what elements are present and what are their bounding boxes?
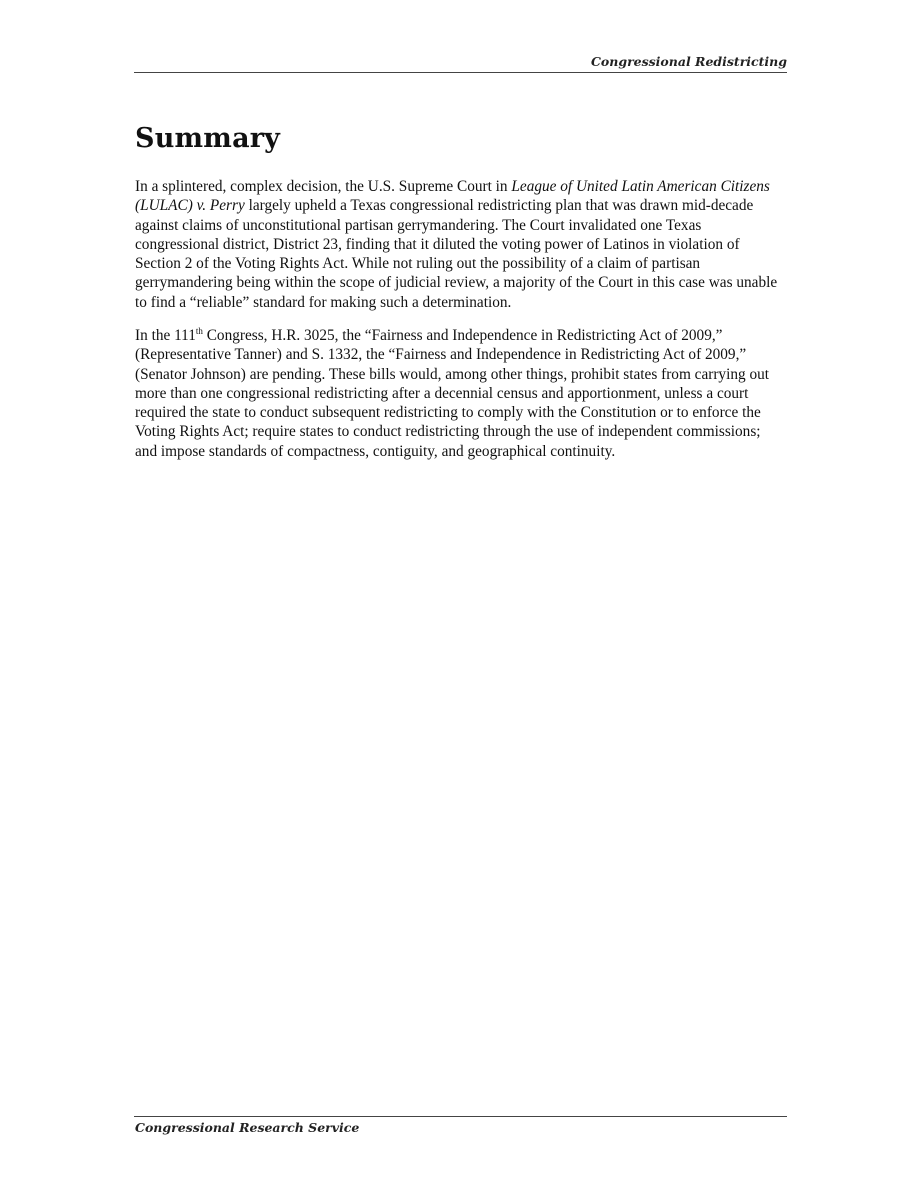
case-name: League of United Latin American Citizens (LULAC) v. Perry (135, 178, 770, 215)
paragraph-2-text-a: In the 111 (135, 327, 196, 344)
paragraph-2-text-b: Congress, H.R. 3025, the “Fairness and Independence in Redistricting Act of 2009,” (Representative Tanner) and S. 1332, the “Fairness and Independence in Redistricting Act of 2009,” (Senator Johnson) are pending. These bills would, among other things, prohibit states from carrying out more than one congressional redistricting after a decennial census and apportionment, unless a court required the state to conduct subsequent redistricting to comply with the Constitution or to enforce the Voting Rights Act; require states to conduct redistricting through the use of independent commissions; and impose standards of compactness, contiguity, and geographical continuity. (135, 327, 769, 460)
summary-paragraph-1 (135, 177, 785, 312)
section-heading: Summary (135, 123, 281, 154)
header-divider (134, 72, 787, 73)
ordinal-suffix: th (195, 326, 203, 336)
paragraph-1-text-b: largely upheld a Texas congressional redistricting plan that was drawn mid-decade against claims of unconstitutional partisan gerrymandering. The Court invalidated one Texas congressional district, District 23, finding that it diluted the voting power of Latinos in violation of Section 2 of the Voting Rights Act. While not ruling out the possibility of a claim of partisan gerrymandering being within the scope of judicial review, a majority of the Court in this case was unable to find a “reliable” standard for making such a determination. (135, 197, 778, 311)
running-footer: Congressional Research Service (135, 1120, 360, 1135)
running-header: Congressional Redistricting (590, 54, 787, 69)
footer-divider (134, 1116, 787, 1117)
summary-paragraph-2 (135, 326, 785, 461)
paragraph-1-text-a: In a splintered, complex decision, the U.S. Supreme Court in (135, 178, 512, 195)
